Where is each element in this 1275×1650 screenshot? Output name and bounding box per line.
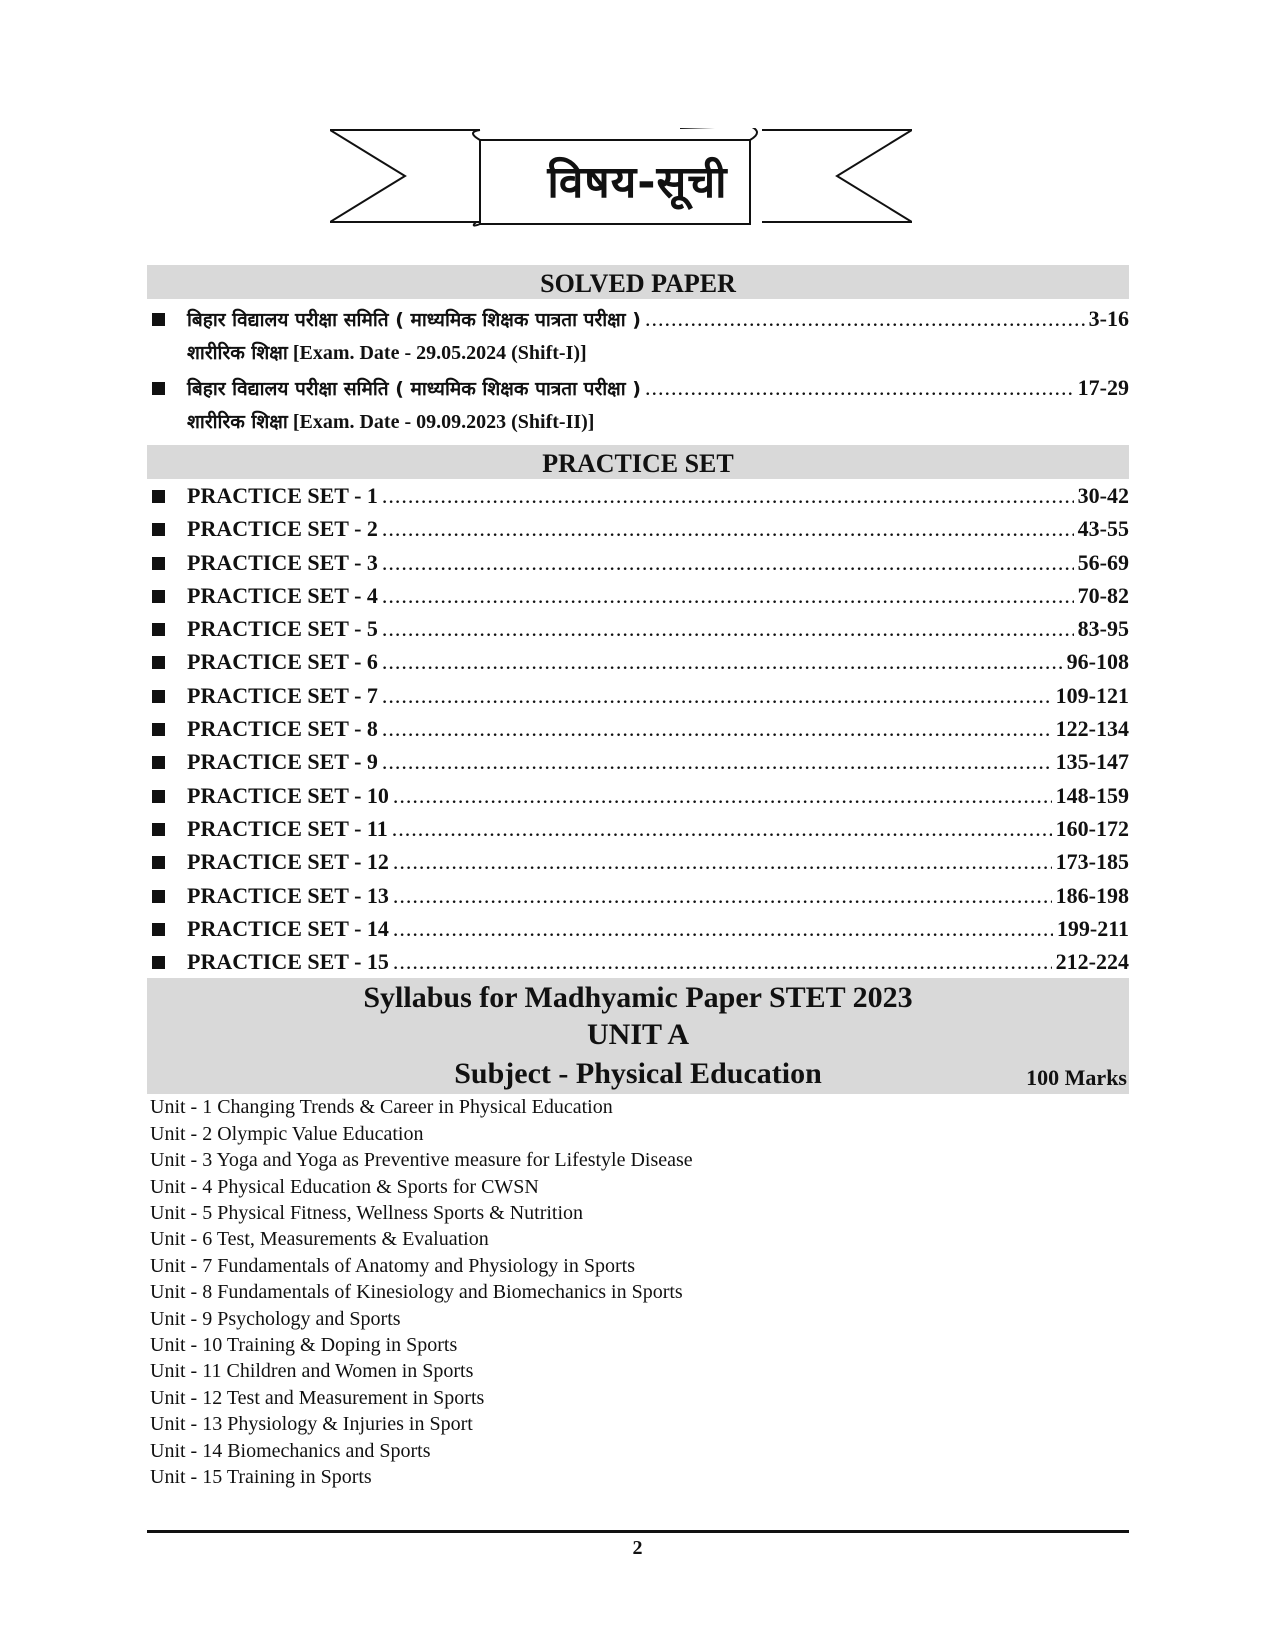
entry-label: PRACTICE SET - 5 bbox=[187, 616, 378, 642]
entry-label: PRACTICE SET - 9 bbox=[187, 749, 378, 775]
leader-dots bbox=[382, 645, 1063, 678]
practice-set-heading: PRACTICE SET bbox=[147, 445, 1129, 479]
entry-pages: 173-185 bbox=[1055, 849, 1129, 875]
list-item: Unit - 2 Olympic Value Education bbox=[150, 1122, 424, 1145]
list-item: Unit - 12 Test and Measurement in Sports bbox=[150, 1386, 485, 1409]
list-item: Unit - 8 Fundamentals of Kinesiology and Biomechanics in Sports bbox=[150, 1281, 683, 1304]
list-item: Unit - 11 Children and Women in Sports bbox=[150, 1360, 474, 1383]
toc-entry bbox=[147, 370, 1129, 405]
list-item: Unit - 3 Yoga and Yoga as Preventive measure for Lifestyle Disease bbox=[150, 1149, 693, 1172]
toc-entry bbox=[147, 912, 1129, 945]
entry-label: PRACTICE SET - 6 bbox=[187, 649, 378, 675]
entry-pages: 122-134 bbox=[1055, 716, 1129, 742]
syllabus-title: Syllabus for Madhyamic Paper STET 2023 bbox=[363, 981, 913, 1015]
leader-dots bbox=[393, 779, 1052, 812]
solved-paper-heading: SOLVED PAPER bbox=[147, 265, 1129, 299]
leader-dots bbox=[645, 370, 1074, 405]
entry-pages: 30-42 bbox=[1077, 483, 1129, 508]
square-bullet-icon bbox=[152, 723, 165, 736]
leader-dots bbox=[392, 812, 1052, 845]
entry-pages: 83-95 bbox=[1077, 616, 1129, 642]
square-bullet-icon bbox=[152, 490, 165, 503]
list-item: Unit - 1 Changing Trends & Career in Physical Education bbox=[150, 1096, 613, 1119]
marks-label: 100 Marks bbox=[1026, 1065, 1127, 1091]
toc-entry bbox=[147, 579, 1129, 612]
practice-set-list bbox=[147, 479, 1129, 978]
subject-hindi: शारीरिक शिक्षा bbox=[187, 342, 288, 364]
entry-label: PRACTICE SET - 1 bbox=[187, 483, 378, 508]
toc-entry bbox=[147, 712, 1129, 745]
entry-label: PRACTICE SET - 14 bbox=[187, 915, 389, 941]
list-item: Unit - 13 Physiology & Injuries in Sport bbox=[150, 1413, 473, 1436]
toc-entry bbox=[147, 879, 1129, 912]
leader-dots bbox=[393, 945, 1052, 978]
list-item: Unit - 9 Psychology and Sports bbox=[150, 1307, 401, 1330]
table-of-contents bbox=[147, 265, 1129, 1490]
toc-entry bbox=[147, 645, 1129, 678]
entry-label: PRACTICE SET - 8 bbox=[187, 716, 378, 742]
list-item: Unit - 14 Biomechanics and Sports bbox=[150, 1439, 431, 1462]
square-bullet-icon bbox=[152, 623, 165, 636]
toc-entry bbox=[147, 779, 1129, 812]
leader-dots bbox=[382, 745, 1052, 778]
leader-dots bbox=[382, 579, 1074, 612]
square-bullet-icon bbox=[152, 590, 165, 603]
square-bullet-icon bbox=[152, 856, 165, 869]
entry-pages: 160-172 bbox=[1055, 815, 1129, 841]
entry-label: PRACTICE SET - 2 bbox=[187, 516, 378, 542]
entry-pages: 17-29 bbox=[1077, 375, 1129, 400]
entry-label: PRACTICE SET - 4 bbox=[187, 582, 378, 608]
leader-dots bbox=[382, 679, 1052, 712]
toc-entry bbox=[147, 812, 1129, 845]
entry-pages: 109-121 bbox=[1055, 682, 1129, 708]
list-item: Unit - 5 Physical Fitness, Wellness Sports & Nutrition bbox=[150, 1202, 584, 1225]
entry-pages: 43-55 bbox=[1077, 516, 1129, 542]
square-bullet-icon bbox=[152, 313, 165, 326]
entry-label: PRACTICE SET - 7 bbox=[187, 682, 378, 708]
square-bullet-icon bbox=[152, 382, 165, 395]
list-item: Unit - 7 Fundamentals of Anatomy and Physiology in Sports bbox=[150, 1254, 635, 1277]
square-bullet-icon bbox=[152, 557, 165, 570]
page-number: 2 bbox=[632, 1537, 643, 1559]
entry-pages: 96-108 bbox=[1066, 649, 1129, 675]
square-bullet-icon bbox=[152, 523, 165, 536]
square-bullet-icon bbox=[152, 756, 165, 769]
subject-title: Subject - Physical Education bbox=[454, 1057, 822, 1091]
entry-pages: 3-16 bbox=[1088, 306, 1129, 331]
square-bullet-icon bbox=[152, 923, 165, 936]
subject-row bbox=[147, 1054, 1129, 1094]
square-bullet-icon bbox=[152, 956, 165, 969]
exam-date: [Exam. Date - 29.05.2024 (Shift-I)] bbox=[292, 342, 587, 364]
leader-dots bbox=[382, 512, 1074, 545]
square-bullet-icon bbox=[152, 656, 165, 669]
toc-entry bbox=[147, 512, 1129, 545]
exam-date: [Exam. Date - 09.09.2023 (Shift-II)] bbox=[292, 411, 595, 433]
square-bullet-icon bbox=[152, 823, 165, 836]
entry-subtitle bbox=[147, 336, 1129, 370]
entry-pages: 186-198 bbox=[1055, 882, 1129, 908]
entry-pages: 135-147 bbox=[1055, 749, 1129, 775]
entry-label: बिहार विद्यालय परीक्षा समिति ( माध्यमिक शिक्षक पात्रता परीक्षा ) bbox=[187, 378, 641, 400]
entry-subtitle bbox=[147, 405, 1129, 439]
toc-entry bbox=[147, 845, 1129, 878]
toc-entry bbox=[147, 612, 1129, 645]
entry-label: PRACTICE SET - 15 bbox=[187, 949, 389, 975]
entry-label: PRACTICE SET - 3 bbox=[187, 549, 378, 575]
toc-entry bbox=[147, 945, 1129, 978]
unit-label: UNIT A bbox=[587, 1018, 689, 1052]
subject-hindi: शारीरिक शिक्षा bbox=[187, 411, 288, 433]
entry-pages: 70-82 bbox=[1077, 582, 1129, 608]
entry-label: PRACTICE SET - 12 bbox=[187, 849, 389, 875]
toc-entry bbox=[147, 479, 1129, 512]
entry-pages: 212-224 bbox=[1055, 949, 1129, 975]
unit-list bbox=[147, 1094, 1129, 1490]
leader-dots bbox=[382, 546, 1074, 579]
syllabus-heading bbox=[147, 978, 1129, 1094]
list-item: Unit - 4 Physical Education & Sports for CWSN bbox=[150, 1175, 539, 1198]
entry-label: PRACTICE SET - 11 bbox=[187, 815, 388, 841]
list-item: Unit - 10 Training & Doping in Sports bbox=[150, 1333, 458, 1356]
leader-dots bbox=[382, 612, 1074, 645]
footer-divider bbox=[147, 1530, 1129, 1533]
entry-label: PRACTICE SET - 10 bbox=[187, 782, 389, 808]
entry-pages: 56-69 bbox=[1077, 549, 1129, 575]
leader-dots bbox=[393, 912, 1053, 945]
leader-dots bbox=[382, 479, 1074, 512]
entry-pages: 148-159 bbox=[1055, 782, 1129, 808]
entry-label: PRACTICE SET - 13 bbox=[187, 882, 389, 908]
list-item: Unit - 6 Test, Measurements & Evaluation bbox=[150, 1228, 489, 1251]
leader-dots bbox=[393, 879, 1052, 912]
toc-entry bbox=[147, 546, 1129, 579]
square-bullet-icon bbox=[152, 690, 165, 703]
toc-entry bbox=[147, 679, 1129, 712]
toc-entry bbox=[147, 745, 1129, 778]
list-item: Unit - 15 Training in Sports bbox=[150, 1465, 372, 1488]
entry-label: बिहार विद्यालय परीक्षा समिति ( माध्यमिक शिक्षक पात्रता परीक्षा ) bbox=[187, 309, 641, 331]
entry-pages: 199-211 bbox=[1056, 915, 1129, 941]
square-bullet-icon bbox=[152, 790, 165, 803]
leader-dots bbox=[382, 712, 1052, 745]
page-title: विषय-सूची bbox=[547, 157, 728, 208]
toc-entry bbox=[147, 301, 1129, 336]
leader-dots bbox=[645, 301, 1085, 336]
leader-dots bbox=[393, 845, 1052, 878]
square-bullet-icon bbox=[152, 890, 165, 903]
